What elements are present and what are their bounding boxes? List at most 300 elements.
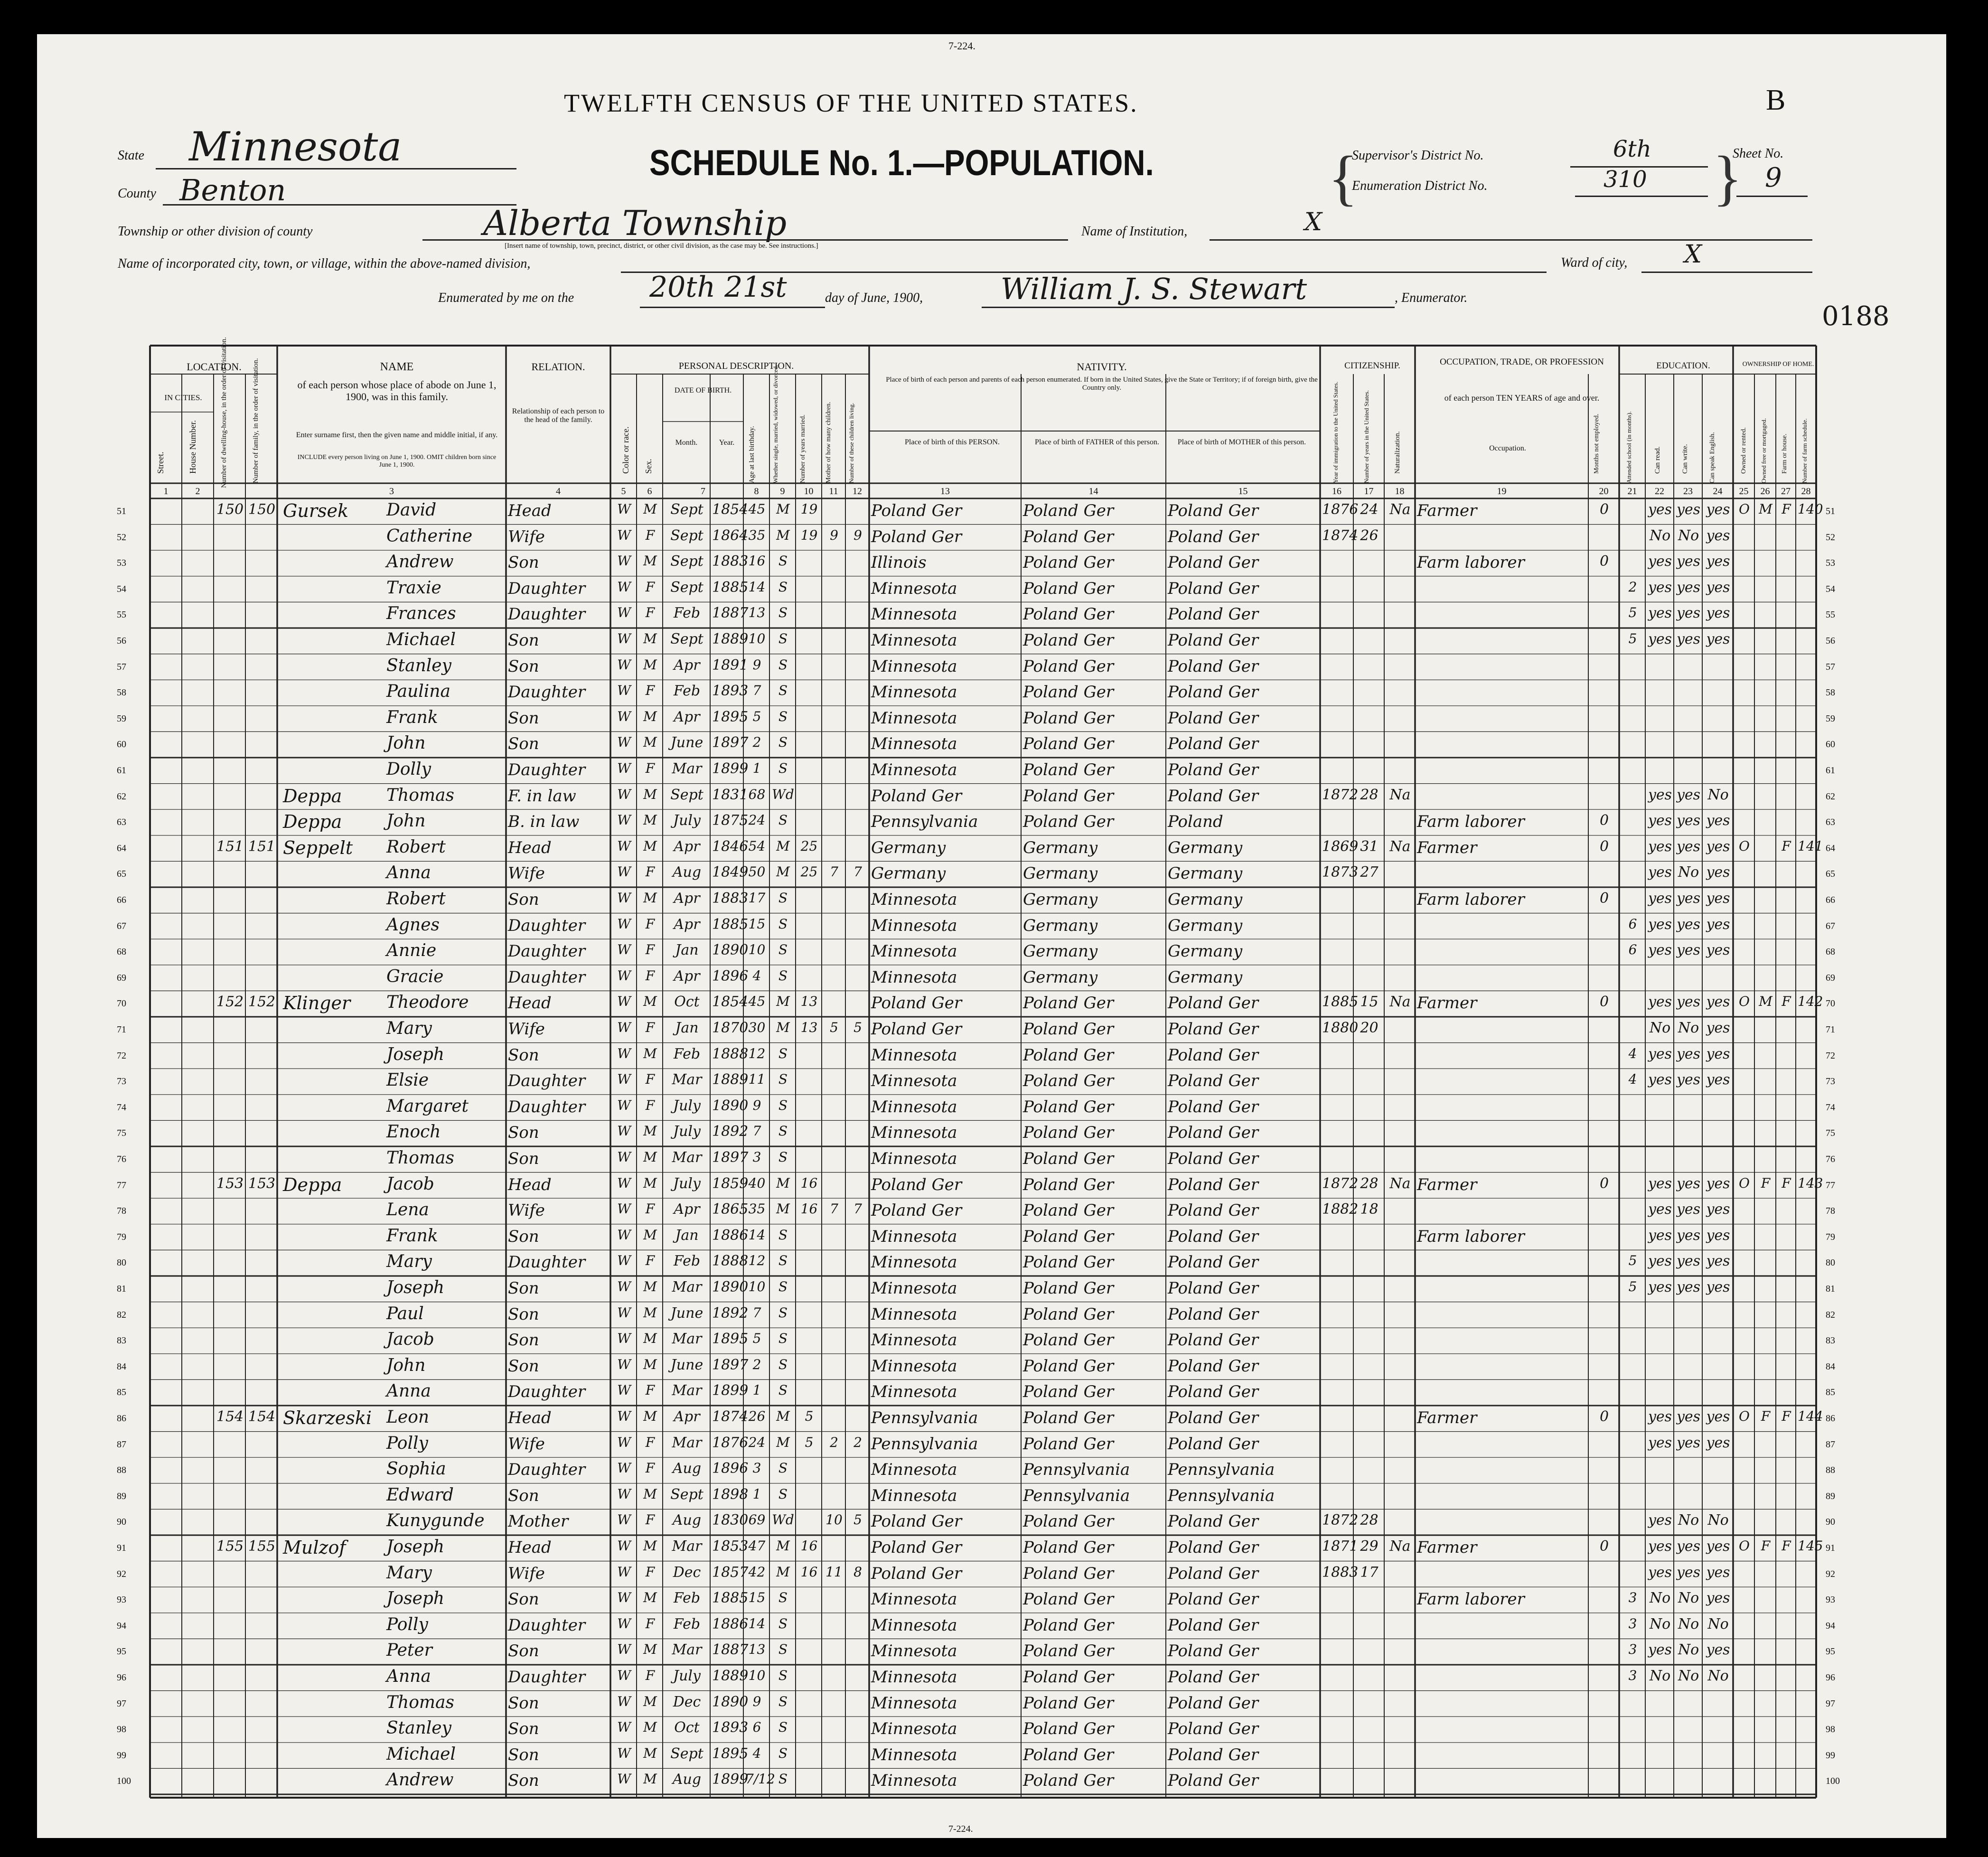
en-cell: yes xyxy=(1706,1590,1730,1607)
en-cell: No xyxy=(1707,1615,1729,1632)
enumeration-value: 310 xyxy=(1604,166,1647,193)
table-row xyxy=(150,1535,1823,1561)
pob-cell: Minnesota xyxy=(871,1227,957,1246)
month-cell: Mar xyxy=(672,1071,702,1088)
year-cell: 1886 xyxy=(712,1227,749,1244)
table-row xyxy=(150,1768,1816,1794)
rel-cell: Daughter xyxy=(508,760,586,779)
district-brace: { xyxy=(1328,144,1358,212)
year-cell: 1898 xyxy=(712,1486,749,1503)
color-cell: W xyxy=(617,760,631,776)
mob-cell: Poland Ger xyxy=(1168,1356,1259,1376)
line-number-right: 83 xyxy=(1826,1335,1835,1346)
rel-cell: Head xyxy=(508,501,552,520)
line-number-left: 90 xyxy=(117,1517,126,1528)
sex-cell: M xyxy=(643,1175,657,1191)
line-number-right: 81 xyxy=(1826,1284,1835,1294)
table-row xyxy=(150,1561,1816,1587)
header-month: Month. xyxy=(675,439,698,447)
dw-cell: 154 xyxy=(216,1408,244,1425)
column-number: 14 xyxy=(1088,486,1098,497)
imm-cell: 1871 xyxy=(1322,1538,1359,1555)
en-cell: yes xyxy=(1706,1408,1730,1425)
line-number-right: 55 xyxy=(1826,610,1835,620)
sch-cell: 5 xyxy=(1628,1279,1637,1294)
line-number-left: 57 xyxy=(117,661,126,672)
rd-cell: yes xyxy=(1648,1175,1672,1192)
enumerator-name: William J. S. Stewart xyxy=(1001,272,1307,306)
table-row xyxy=(150,1743,1816,1769)
table-row xyxy=(150,1017,1816,1043)
age-cell: 47 xyxy=(748,1538,766,1554)
fob-cell: Poland Ger xyxy=(1023,1615,1114,1635)
wr-cell: yes xyxy=(1676,916,1701,933)
rd-cell: yes xyxy=(1648,1641,1672,1659)
enumerator-rule xyxy=(982,307,1395,308)
rel-cell: Son xyxy=(508,657,539,676)
sex-cell: F xyxy=(645,605,655,621)
line-number-left: 96 xyxy=(117,1672,126,1683)
table-row xyxy=(150,1043,1816,1069)
sex-cell: M xyxy=(643,1641,657,1658)
table-row xyxy=(150,1095,1816,1121)
pob-cell: Minnesota xyxy=(871,708,957,728)
table-row xyxy=(150,550,1816,576)
en-cell: yes xyxy=(1706,1045,1730,1062)
color-cell: W xyxy=(617,734,631,750)
sch-cell: 3 xyxy=(1628,1590,1637,1606)
township-label: Township or other division of county xyxy=(118,224,313,239)
age-cell: 13 xyxy=(748,605,766,621)
fob-cell: Poland Ger xyxy=(1023,734,1114,754)
table-row xyxy=(150,758,1816,784)
month-cell: Apr xyxy=(674,890,700,907)
line-number-left: 82 xyxy=(117,1309,126,1320)
age-cell: 3 xyxy=(752,1460,761,1476)
age-cell: 12 xyxy=(748,1253,766,1269)
header-name-desc: of each person whose place of abode on June 1, 1900, was in this family. xyxy=(297,379,497,403)
year-cell: 1831 xyxy=(712,786,749,803)
table-row xyxy=(150,1509,1816,1535)
wr-cell: yes xyxy=(1676,1175,1701,1192)
line-number-right: 89 xyxy=(1826,1491,1835,1501)
rd-cell: yes xyxy=(1648,1434,1672,1451)
table-row xyxy=(150,706,1816,732)
vheader-marital: Whether single, married, widowed, or divorced. xyxy=(772,365,779,483)
sex-cell: F xyxy=(645,1253,655,1269)
mar-cell: Wd xyxy=(772,1512,794,1528)
sch-cell: 4 xyxy=(1628,1045,1637,1061)
imm-cell: 1883 xyxy=(1322,1564,1359,1581)
column-number: 22 xyxy=(1655,486,1664,497)
color-cell: W xyxy=(617,916,631,932)
table-row xyxy=(150,654,1816,680)
mar-cell: M xyxy=(776,527,790,543)
mar-cell: S xyxy=(778,1460,788,1476)
wr-cell: yes xyxy=(1676,1564,1701,1581)
year-cell: 1830 xyxy=(712,1512,749,1529)
rd-cell: yes xyxy=(1648,1512,1672,1529)
sex-cell: M xyxy=(643,1227,657,1243)
column-number: 17 xyxy=(1364,486,1374,497)
rel-cell: Son xyxy=(508,1693,539,1713)
mar-cell: S xyxy=(778,890,788,906)
pob-cell: Minnesota xyxy=(871,683,957,702)
fob-cell: Poland Ger xyxy=(1023,1097,1114,1116)
mar-cell: S xyxy=(778,734,788,750)
given-name-cell: Paul xyxy=(386,1304,424,1323)
rd-cell: yes xyxy=(1648,890,1672,907)
en-cell: yes xyxy=(1706,1020,1730,1036)
pob-cell: Minnesota xyxy=(871,1331,957,1350)
table-row xyxy=(150,1146,1816,1172)
header-nativity-desc: Place of birth of each person and parents of each person enumerated. If born in the United States, give the State or Territory; if of foreign birth, give the Country only. xyxy=(886,376,1318,392)
mob-cell: Poland Ger xyxy=(1168,579,1259,598)
color-cell: W xyxy=(617,786,631,802)
line-number-left: 91 xyxy=(117,1543,126,1553)
sex-cell: M xyxy=(643,1745,657,1761)
fs-cell: 140 xyxy=(1798,501,1823,517)
sex-cell: M xyxy=(643,1590,657,1606)
fob-cell: Poland Ger xyxy=(1023,1538,1114,1557)
fob-cell: Poland Ger xyxy=(1023,1719,1114,1739)
state-value: Minnesota xyxy=(189,123,402,170)
wr-cell: yes xyxy=(1676,1071,1701,1088)
en-cell: yes xyxy=(1706,605,1730,622)
imm-cell: 1880 xyxy=(1322,1020,1359,1036)
color-cell: W xyxy=(617,657,631,673)
mar-cell: M xyxy=(776,994,790,1010)
table-row xyxy=(150,965,1816,991)
given-name-cell: David xyxy=(386,500,437,520)
county-value: Benton xyxy=(179,173,286,207)
vheader-immigration: Year of immigration to the United States. xyxy=(1332,381,1339,483)
table-row xyxy=(150,991,1823,1017)
mar-cell: S xyxy=(778,1771,788,1787)
mar-cell: S xyxy=(778,1331,788,1347)
line-number-right: 80 xyxy=(1826,1257,1835,1268)
year-cell: 1875 xyxy=(712,812,749,829)
mar-cell: M xyxy=(776,1201,790,1217)
line-number-left: 64 xyxy=(117,843,126,853)
mob-cell: Poland Ger xyxy=(1168,994,1259,1013)
age-cell: 15 xyxy=(748,1590,766,1606)
schedule-title: SCHEDULE No. 1.—POPULATION. xyxy=(649,143,1154,183)
rel-cell: Head xyxy=(508,994,552,1013)
line-number-right: 85 xyxy=(1826,1387,1835,1398)
age-cell: 17 xyxy=(748,890,766,906)
line-number-right: 68 xyxy=(1826,947,1835,957)
given-name-cell: Agnes xyxy=(386,915,440,935)
line-number-right: 76 xyxy=(1826,1154,1835,1164)
wr-cell: yes xyxy=(1676,631,1701,647)
mar-cell: S xyxy=(778,1097,788,1113)
age-cell: 7 xyxy=(752,1123,761,1139)
fob-cell: Poland Ger xyxy=(1023,1668,1114,1687)
sex-cell: M xyxy=(643,1408,657,1424)
rd-cell: yes xyxy=(1648,1227,1672,1244)
table-row xyxy=(150,861,1816,887)
sex-cell: F xyxy=(645,916,655,932)
year-cell: 1895 xyxy=(712,1745,749,1762)
rd-cell: yes xyxy=(1648,942,1672,959)
given-name-cell: Jacob xyxy=(386,1330,434,1350)
month-cell: July xyxy=(673,1668,701,1684)
fs-cell: 145 xyxy=(1798,1538,1823,1554)
wr-cell: yes xyxy=(1676,1201,1701,1218)
mob-cell: Poland Ger xyxy=(1168,1149,1259,1168)
rd-cell: yes xyxy=(1648,579,1672,596)
rel-cell: Son xyxy=(508,1590,539,1609)
en-cell: yes xyxy=(1706,1175,1730,1192)
rd-cell: yes xyxy=(1648,553,1672,570)
age-cell: 1 xyxy=(752,1486,761,1502)
rel-cell: Head xyxy=(508,1408,552,1427)
year-cell: 1853 xyxy=(712,1538,749,1555)
line-number-left: 98 xyxy=(117,1724,126,1735)
line-number-right: 58 xyxy=(1826,687,1835,698)
rd-cell: No xyxy=(1649,527,1671,544)
pob-cell: Minnesota xyxy=(871,1382,957,1402)
line-number-right: 62 xyxy=(1826,791,1835,802)
color-cell: W xyxy=(617,683,631,699)
wr-cell: yes xyxy=(1676,501,1701,518)
sex-cell: M xyxy=(643,1693,657,1709)
mar-cell: M xyxy=(776,1175,790,1191)
line-number-left: 61 xyxy=(117,765,126,776)
vheader-owned: Owned or rented. xyxy=(1740,427,1747,474)
column-number: 8 xyxy=(754,486,759,497)
nat-cell: Na xyxy=(1389,994,1411,1011)
header-in-cities: IN CITIES. xyxy=(164,393,202,402)
fh-cell: F xyxy=(1782,501,1791,517)
line-number-left: 69 xyxy=(117,972,126,983)
mar-cell: S xyxy=(778,1071,788,1088)
sex-cell: M xyxy=(643,734,657,750)
year-cell: 1893 xyxy=(712,683,749,700)
rel-cell: Head xyxy=(508,1175,552,1194)
color-cell: W xyxy=(617,1304,631,1321)
given-name-cell: Anna xyxy=(386,1667,431,1686)
en-cell: No xyxy=(1707,1668,1729,1684)
header-occupation-col: Occupation. xyxy=(1489,444,1526,452)
occ-cell: Farmer xyxy=(1417,1538,1477,1557)
en-cell: No xyxy=(1707,1512,1729,1529)
age-cell: 2 xyxy=(752,734,761,750)
occ-cell: Farm laborer xyxy=(1417,1590,1525,1609)
vheader-english: Can speak English. xyxy=(1709,432,1716,483)
mo-cell: 11 xyxy=(825,1564,843,1580)
mne-cell: 0 xyxy=(1599,1175,1609,1192)
month-cell: Mar xyxy=(672,1279,702,1295)
given-name-cell: Joseph xyxy=(386,1537,445,1557)
mar-cell: M xyxy=(776,501,790,517)
pob-cell: Poland Ger xyxy=(871,1201,962,1220)
enumerated-days: 20th 21st xyxy=(649,271,787,304)
occ-cell: Farm laborer xyxy=(1417,553,1525,572)
mob-cell: Poland Ger xyxy=(1168,631,1259,650)
yus-cell: 27 xyxy=(1360,864,1378,881)
surname-cell: Deppa xyxy=(283,785,342,807)
yus-cell: 15 xyxy=(1360,994,1378,1011)
line-number-left: 92 xyxy=(117,1568,126,1579)
sex-cell: F xyxy=(645,1512,655,1528)
archive-stamp-number: 0188 xyxy=(1822,301,1890,332)
sex-cell: M xyxy=(643,1771,657,1787)
given-name-cell: Michael xyxy=(386,1744,456,1764)
header-name-note: Enter surname first, then the given name and middle initial, if any. xyxy=(296,431,498,439)
cl-cell: 2 xyxy=(853,1434,862,1450)
yus-cell: 28 xyxy=(1360,786,1378,803)
county-rule xyxy=(163,204,516,206)
ym-cell: 5 xyxy=(805,1434,814,1450)
color-cell: W xyxy=(617,1668,631,1683)
header-name-note2: INCLUDE every person living on June 1, 1900. OMIT children born since June 1, 1900. xyxy=(297,454,497,469)
line-number-right: 75 xyxy=(1826,1128,1835,1139)
line-number-left: 94 xyxy=(117,1620,126,1631)
color-cell: W xyxy=(617,708,631,724)
rel-cell: Son xyxy=(508,734,539,754)
rel-cell: Son xyxy=(508,1356,539,1376)
rd-cell: No xyxy=(1649,1020,1671,1036)
color-cell: W xyxy=(617,579,631,595)
age-cell: 4 xyxy=(752,1745,761,1761)
wr-cell: yes xyxy=(1676,786,1701,803)
line-number-right: 54 xyxy=(1826,583,1835,594)
age-cell: 68 xyxy=(748,786,766,802)
line-number-right: 92 xyxy=(1826,1568,1835,1579)
rel-cell: Daughter xyxy=(508,1382,586,1402)
month-cell: Mar xyxy=(672,760,702,777)
rel-cell: Son xyxy=(508,1745,539,1764)
pob-cell: Minnesota xyxy=(871,1356,957,1376)
color-cell: W xyxy=(617,864,631,880)
given-name-cell: Robert xyxy=(386,889,446,909)
cl-cell: 5 xyxy=(853,1512,862,1528)
year-cell: 1888 xyxy=(712,1045,749,1062)
occ-cell: Farm laborer xyxy=(1417,890,1525,909)
occ-cell: Farmer xyxy=(1417,1408,1477,1427)
year-cell: 1886 xyxy=(712,1615,749,1632)
year-cell: 1895 xyxy=(712,708,749,725)
header-birth-person: Place of birth of this PERSON. xyxy=(905,438,1000,446)
rel-cell: Son xyxy=(508,631,539,650)
year-cell: 1889 xyxy=(712,1071,749,1088)
color-cell: W xyxy=(617,1201,631,1217)
age-cell: 7/12 xyxy=(745,1771,775,1787)
vheader-street: Street. xyxy=(156,451,165,474)
mar-cell: M xyxy=(776,1020,790,1035)
rel-cell: Son xyxy=(508,1304,539,1324)
color-cell: W xyxy=(617,1279,631,1294)
rel-cell: Daughter xyxy=(508,1460,586,1480)
rel-cell: Daughter xyxy=(508,1615,586,1635)
line-number-left: 76 xyxy=(117,1154,126,1164)
line-number-left: 99 xyxy=(117,1750,126,1761)
header-relation-desc: Relationship of each person to the head of the family. xyxy=(512,407,605,424)
rd-cell: No xyxy=(1649,1590,1671,1607)
line-number-left: 85 xyxy=(117,1387,126,1398)
rel-cell: Mother xyxy=(508,1512,569,1531)
mob-cell: Poland Ger xyxy=(1168,1045,1259,1065)
pob-cell: Minnesota xyxy=(871,1045,957,1065)
month-cell: Sept xyxy=(670,1745,703,1762)
wr-cell: yes xyxy=(1676,1227,1701,1244)
yus-cell: 20 xyxy=(1360,1020,1378,1036)
pob-cell: Pennsylvania xyxy=(871,1434,978,1454)
table-row xyxy=(150,680,1816,706)
color-cell: W xyxy=(617,631,631,647)
line-number-left: 77 xyxy=(117,1180,126,1191)
fh-cell: F xyxy=(1782,1408,1791,1424)
color-cell: W xyxy=(617,1253,631,1269)
en-cell: yes xyxy=(1706,890,1730,907)
year-cell: 1890 xyxy=(712,1693,749,1710)
header-dob: DATE OF BIRTH. xyxy=(674,386,732,394)
age-cell: 24 xyxy=(748,1434,766,1450)
sch-cell: 4 xyxy=(1628,1071,1637,1088)
mob-cell: Poland Ger xyxy=(1168,1641,1259,1661)
mar-cell: S xyxy=(778,967,788,984)
month-cell: June xyxy=(670,734,703,751)
month-cell: Sept xyxy=(670,553,703,570)
line-number-right: 98 xyxy=(1826,1724,1835,1735)
age-cell: 4 xyxy=(752,967,761,984)
color-cell: W xyxy=(617,1408,631,1424)
month-cell: Jan xyxy=(675,1227,699,1244)
fob-cell: Poland Ger xyxy=(1023,812,1114,832)
fob-cell: Poland Ger xyxy=(1023,683,1114,702)
month-cell: Aug xyxy=(672,1771,702,1788)
mob-cell: Poland Ger xyxy=(1168,683,1259,702)
table-row xyxy=(150,784,1816,810)
month-cell: Apr xyxy=(674,657,700,674)
mar-cell: S xyxy=(778,942,788,958)
line-number-left: 55 xyxy=(117,610,126,620)
rel-cell: Son xyxy=(508,1123,539,1143)
en-cell: No xyxy=(1707,786,1729,803)
sex-cell: M xyxy=(643,994,657,1010)
mar-cell: S xyxy=(778,812,788,828)
rel-cell: Daughter xyxy=(508,683,586,702)
mob-cell: Poland xyxy=(1168,812,1223,832)
line-number-left: 59 xyxy=(117,713,126,724)
fob-cell: Poland Ger xyxy=(1023,1227,1114,1246)
ym-cell: 13 xyxy=(800,994,818,1010)
year-cell: 1891 xyxy=(712,657,749,674)
state-rule xyxy=(156,168,516,169)
line-number-right: 95 xyxy=(1826,1646,1835,1657)
header-occupation-desc: of each person TEN YEARS of age and over. xyxy=(1444,393,1600,403)
fob-cell: Poland Ger xyxy=(1023,657,1114,676)
column-number: 24 xyxy=(1713,486,1723,497)
vheader-farm: Farm or house. xyxy=(1781,433,1788,474)
sch-cell: 3 xyxy=(1628,1615,1637,1632)
line-number-right: 72 xyxy=(1826,1050,1835,1061)
en-cell: yes xyxy=(1706,553,1730,570)
color-cell: W xyxy=(617,994,631,1010)
color-cell: W xyxy=(617,1538,631,1554)
year-cell: 1897 xyxy=(712,1149,749,1166)
age-cell: 10 xyxy=(748,1279,766,1294)
age-cell: 11 xyxy=(748,1071,766,1088)
age-cell: 50 xyxy=(748,864,766,880)
cl-cell: 5 xyxy=(853,1020,862,1035)
dw-cell: 152 xyxy=(216,994,244,1011)
mar-cell: S xyxy=(778,1590,788,1606)
pob-cell: Poland Ger xyxy=(871,1564,962,1583)
line-number-left: 73 xyxy=(117,1076,126,1087)
